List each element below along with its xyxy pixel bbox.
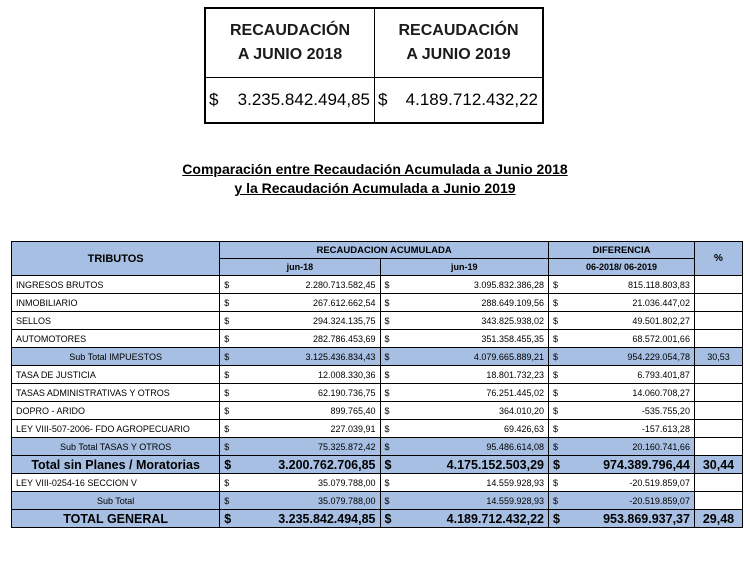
cell-diferencia: 974.389.796,44 [563,456,695,474]
currency-symbol: $ [209,90,219,109]
currency-symbol: $ [220,474,234,492]
currency-symbol: $ [220,366,234,384]
cell-percent: 29,48 [694,510,742,528]
table-row [12,402,743,420]
table-row [12,348,743,366]
summary-header-2019 [375,8,544,78]
cell-diferencia: 954.229.054,78 [563,348,695,366]
currency-symbol: $ [220,402,234,420]
cell-diferencia: -20.519.859,07 [563,492,695,510]
currency-symbol: $ [548,384,562,402]
currency-symbol: $ [220,330,234,348]
row-tributo-name: Sub Total TASAS Y OTROS [12,438,220,456]
comparison-title-line1: Comparación entre Recaudación Acumulada a Junio 2018 [182,161,568,177]
cell-jun18: 35.079.788,00 [234,474,380,492]
cell-diferencia: 21.036.447,02 [563,294,695,312]
cell-percent [694,384,742,402]
row-tributo-name: TASA DE JUSTICIA [12,366,220,384]
summary-header-2018 [205,8,375,78]
cell-jun18: 3.125.436.834,43 [234,348,380,366]
summary-box [204,7,544,124]
cell-diferencia: -535.755,20 [563,402,695,420]
summary-value-2018 [205,78,375,124]
row-tributo-name: INMOBILIARIO [12,294,220,312]
row-tributo-name: Total sin Planes / Moratorias [12,456,220,474]
row-tributo-name: LEY VIII-0254-16 SECCION V [12,474,220,492]
table-row [12,492,743,510]
currency-symbol: $ [220,420,234,438]
header-tributos: TRIBUTOS [12,242,220,276]
currency-symbol: $ [380,330,394,348]
currency-symbol: $ [378,90,388,109]
currency-symbol: $ [548,312,562,330]
currency-symbol: $ [380,492,394,510]
cell-percent [694,474,742,492]
cell-percent [694,438,742,456]
cell-diferencia: -157.613,28 [563,420,695,438]
currency-symbol: $ [380,456,394,474]
cell-jun19: 69.426,63 [394,420,548,438]
summary-header-2019-line2: A JUNIO 2019 [406,46,511,63]
cell-percent [694,276,742,294]
cell-jun18: 227.039,91 [234,420,380,438]
cell-jun18: 12.008.330,36 [234,366,380,384]
cell-jun18: 899.765,40 [234,402,380,420]
cell-jun19: 4.079.665.889,21 [394,348,548,366]
row-tributo-name: Sub Total [12,492,220,510]
cell-percent: 30,53 [694,348,742,366]
currency-symbol: $ [220,510,234,528]
currency-symbol: $ [548,456,562,474]
row-tributo-name: TASAS ADMINISTRATIVAS Y OTROS [12,384,220,402]
cell-percent [694,420,742,438]
cell-jun19: 14.559.928,93 [394,474,548,492]
header-recaudacion: RECAUDACION ACUMULADA [220,242,549,259]
summary-amount-2019: 4.189.712.432,22 [405,90,538,109]
row-tributo-name: LEY VIII-507-2006- FDO AGROPECUARIO [12,420,220,438]
cell-diferencia: 6.793.401,87 [563,366,695,384]
cell-percent [694,294,742,312]
table-row [12,456,743,474]
cell-jun19: 14.559.928,93 [394,492,548,510]
cell-percent [694,312,742,330]
currency-symbol: $ [380,474,394,492]
row-tributo-name: TOTAL GENERAL [12,510,220,528]
table-row [12,276,743,294]
currency-symbol: $ [548,348,562,366]
cell-percent: 30,44 [694,456,742,474]
table-row [12,510,743,528]
cell-percent [694,366,742,384]
cell-jun19: 3.095.832.386,28 [394,276,548,294]
table-body [12,276,743,528]
currency-symbol: $ [380,438,394,456]
currency-symbol: $ [380,384,394,402]
table-row [12,474,743,492]
currency-symbol: $ [220,456,234,474]
row-tributo-name: DOPRO - ARIDO [12,402,220,420]
table-row [12,312,743,330]
comparison-title-line2: y la Recaudación Acumulada a Junio 2019 [234,180,516,196]
table-row [12,384,743,402]
currency-symbol: $ [548,366,562,384]
currency-symbol: $ [548,510,562,528]
currency-symbol: $ [548,420,562,438]
header-percent: % [694,242,742,276]
cell-diferencia: 14.060.708,27 [563,384,695,402]
cell-percent [694,330,742,348]
table-row [12,294,743,312]
currency-symbol: $ [220,438,234,456]
cell-jun19: 18.801.732,23 [394,366,548,384]
currency-symbol: $ [548,438,562,456]
cell-diferencia: 953.869.937,37 [563,510,695,528]
currency-symbol: $ [220,384,234,402]
cell-jun18: 3.200.762.706,85 [234,456,380,474]
currency-symbol: $ [380,366,394,384]
cell-jun19: 4.189.712.432,22 [394,510,548,528]
cell-jun19: 95.486.614,08 [394,438,548,456]
currency-symbol: $ [548,492,562,510]
cell-jun19: 343.825.938,02 [394,312,548,330]
summary-value-2019 [375,78,544,124]
header-diferencia: DIFERENCIA [548,242,694,259]
cell-percent [694,492,742,510]
currency-symbol: $ [220,294,234,312]
row-tributo-name: SELLOS [12,312,220,330]
cell-jun19: 288.649.109,56 [394,294,548,312]
table-row [12,330,743,348]
currency-symbol: $ [548,330,562,348]
cell-jun18: 75.325.872,42 [234,438,380,456]
cell-jun19: 364.010,20 [394,402,548,420]
currency-symbol: $ [220,276,234,294]
cell-diferencia: 49.501.802,27 [563,312,695,330]
currency-symbol: $ [380,402,394,420]
currency-symbol: $ [220,312,234,330]
header-periodo: 06-2018/ 06-2019 [548,259,694,276]
cell-diferencia: 815.118.803,83 [563,276,695,294]
cell-jun18: 282.786.453,69 [234,330,380,348]
table-row [12,366,743,384]
currency-symbol: $ [220,492,234,510]
cell-jun18: 267.612.662,54 [234,294,380,312]
currency-symbol: $ [380,420,394,438]
header-jun18: jun-18 [220,259,380,276]
currency-symbol: $ [548,294,562,312]
row-tributo-name: Sub Total IMPUESTOS [12,348,220,366]
table-row [12,420,743,438]
currency-symbol: $ [380,348,394,366]
currency-symbol: $ [548,474,562,492]
currency-symbol: $ [380,510,394,528]
cell-jun19: 4.175.152.503,29 [394,456,548,474]
revenue-table [11,241,743,528]
cell-percent [694,402,742,420]
currency-symbol: $ [380,294,394,312]
currency-symbol: $ [380,276,394,294]
currency-symbol: $ [380,312,394,330]
cell-jun19: 76.251.445,02 [394,384,548,402]
cell-jun18: 2.280.713.582,45 [234,276,380,294]
row-tributo-name: AUTOMOTORES [12,330,220,348]
cell-jun18: 3.235.842.494,85 [234,510,380,528]
header-jun19: jun-19 [380,259,548,276]
currency-symbol: $ [548,402,562,420]
cell-diferencia: 20.160.741,66 [563,438,695,456]
cell-jun18: 35.079.788,00 [234,492,380,510]
summary-header-2018-line1: RECAUDACIÓN [230,22,350,39]
currency-symbol: $ [548,276,562,294]
cell-diferencia: 68.572.001,66 [563,330,695,348]
row-tributo-name: INGRESOS BRUTOS [12,276,220,294]
summary-header-2018-line2: A JUNIO 2018 [237,46,343,63]
summary-header-2019-line1: RECAUDACIÓN [398,22,519,39]
summary-amount-2018: 3.235.842.494,85 [237,90,370,109]
currency-symbol: $ [220,348,234,366]
cell-diferencia: -20.519.859,07 [563,474,695,492]
cell-jun18: 294.324.135,75 [234,312,380,330]
table-row [12,438,743,456]
cell-jun18: 62.190.736,75 [234,384,380,402]
cell-jun19: 351.358.455,35 [394,330,548,348]
